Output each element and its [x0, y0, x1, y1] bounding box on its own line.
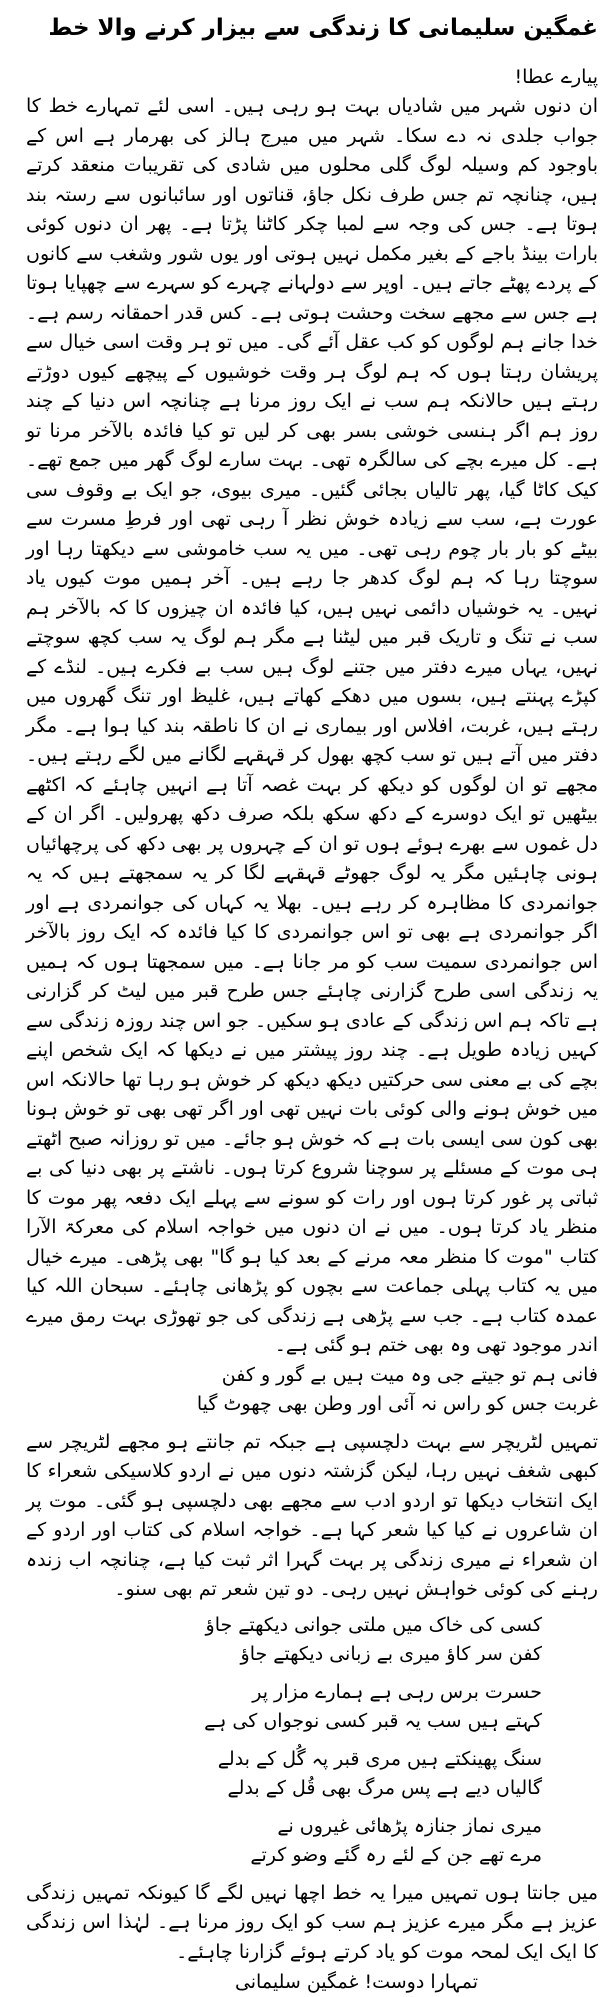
poem-verse: میری نماز جنازہ پڑھائی غیروں نے [277, 1814, 542, 1837]
poem-couplet [26, 1745, 542, 1804]
intro-couplet-line-1: فانی ہم تو جیتے جی وہ میت ہیں بے گور و کفن [221, 1363, 598, 1386]
poem-couplet [26, 1611, 542, 1670]
closing-paragraph: میں جانتا ہوں تمہیں میرا یہ خط اچھا نہیں لگے گا کیونکہ تمہیں زندگی عزیز ہے مگر میرے عزیز ہم سب کو ایک روز مرنا ہے۔ لہٰذا اس زندگی کا ایک ایک لمحہ موت کو یاد کرتے ہوئے گزارنا چاہئے۔ [26, 1881, 598, 1963]
letter-paragraph-two: تمہیں لٹریچر سے بہت دلچسپی ہے جبکہ تم جانتے ہو مجھے لٹریچر سے کبھی شغف نہیں رہا، لیکن گزشتہ دنوں میں نے اردو کلاسیکی شعراء کا ایک انتخاب دیکھا تو اردو ادب سے مجھے بھی دلچسپی ہو گئی۔ موت پر ان شاعروں نے کیا کیا شعر کہا ہے۔ خواجہ اسلام کی کتاب اور اردو کے ان شعراء نے میری زندگی پر بہت گہرا اثر ثبت کیا ہے، چنانچہ اب زندہ رہنے کی کوئی خواہش نہیں رہی۔ دو تین شعر تم بھی سنو۔ [26, 1430, 598, 1600]
poem-verse: کہتے ہیں سب یہ قبر کسی نوجواں کی ہے [204, 1710, 542, 1732]
salutation: پیارے عطا! [514, 66, 598, 88]
poem-block [26, 1611, 598, 1871]
poem-couplet [26, 1678, 542, 1737]
poem-couplet [26, 1812, 542, 1871]
column-title: غمگین سلیمانی کا زندگی سے بیزار کرنے والا خط [48, 15, 598, 41]
poem-verse: کسی کی خاک میں ملتی جوانی دیکھتے جاؤ [205, 1613, 542, 1636]
intro-couplet [26, 1361, 598, 1420]
poem-verse: گالیاں دیے ہے پس مرگ بھی قُل کے بدلے [227, 1777, 542, 1799]
intro-couplet-line-2: غربت جس کو راس نہ آئی اور وطن بھی چھوٹ گیا [196, 1393, 598, 1415]
poem-verse: کفن سر کاؤ میری بے زبانی دیکھتے جاؤ [240, 1643, 542, 1665]
signature: تمہارا دوست! غمگین سلیمانی [234, 1971, 478, 1993]
poem-verse: مرے تھے جن کے لئے رہ گئے وضو کرتے [250, 1844, 542, 1866]
poem-verse: سنگ پھینکتے ہیں مری قبر پہ گُل کے بدلے [217, 1747, 542, 1770]
letter-paragraph-one: ان دنوں شہر میں شادیاں بہت ہو رہی ہیں۔ اسی لئے تمہارے خط کا جواب جلدی نہ دے سکا۔ شہر میں میرج ہالز کی بھرمار ہے اس کے باوجود کم وسیلہ لوگ گلی محلوں میں شادی کی تقریبات منعقد کرتے ہیں، چنانچہ تم جس طرف نکل جاؤ، قناتوں اور سائبانوں سے رستہ بند ہوتا ہے۔ جس کی وجہ سے لمبا چکر کاٹنا پڑتا ہے۔ پھر ان دنوں کوئی بارات بینڈ باجے کے بغیر مکمل نہیں ہوتی اور یوں شور وشغب سے کانوں کے پردے پھٹے جاتے ہیں۔ اوپر سے دولہانے چہرے کو سہرے سے چھپایا ہوتا ہے جس سے مجھے سخت وحشت ہوتی ہے۔ کس قدر احمقانہ رسم ہے۔ خدا جانے ہم لوگوں کو کب عقل آئے گی۔ میں تو ہر وقت اسی خیال سے پریشان رہتا ہوں کہ ہم لوگ ہر وقت خوشیوں کے پیچھے کیوں دوڑتے رہتے ہیں حالانکہ ہم سب نے ایک روز مرنا ہے چنانچہ اس دنیا کے چند روز ہم اگر ہنسی خوشی بسر بھی کر لیں تو کیا فائدہ بالآخر مرنا تو ہے۔ کل میرے بچے کی سالگرہ تھی۔ بہت سارے لوگ گھر میں جمع تھے۔ کیک کاٹا گیا، پھر تالیاں بجائی گئیں۔ میری بیوی، جو ایک بے وقوف سی عورت ہے، سب سے زیادہ خوش نظر آ رہی تھی اور فرطِ مسرت سے بیٹے کو بار بار چوم رہی تھی۔ میں یہ سب خاموشی سے دیکھتا رہا اور سوچتا رہا کہ ہم لوگ کدھر جا رہے ہیں۔ آخر ہمیں موت کیوں یاد نہیں۔ یہ خوشیاں دائمی نہیں ہیں، کیا فائدہ ان چیزوں کا کہ بالآخر ہم سب نے تنگ و تاریک قبر میں لیٹنا ہے مگر ہم لوگ یہ سب کچھ سوچتے نہیں، یہاں میرے دفتر میں جتنے لوگ ہیں سب بے فکرے ہیں۔ لنڈے کے کپڑے پہنتے ہیں، بسوں میں دھکے کھاتے ہیں، غلیظ اور تنگ گھروں میں رہتے ہیں، غربت، افلاس اور بیماری نے ان کا ناطقہ بند کیا ہوا ہے۔ مگر دفتر میں آتے ہیں تو سب کچھ بھول کر قہقہے لگانے میں لگے رہتے ہیں۔ مجھے تو ان لوگوں کو دیکھ کر بہت غصہ آتا ہے انہیں چاہئے کہ اکٹھے بیٹھیں تو ایک دوسرے کے دکھ سکھ بلکہ صرف دکھ پھرولیں۔ اگر ان کے دل غموں سے بھرے ہوئے ہوں تو ان کے چہروں پر بھی دکھ کی پرچھائیاں ہونی چاہئیں مگر یہ لوگ جھوٹے قہقہے لگا کر یہ سمجھتے ہیں کہ یہ جوانمردی کا مظاہرہ کر رہے ہیں۔ بھلا یہ کہاں کی جوانمردی ہے اور اگر جوانمردی ہے بھی تو اس جوانمردی کا کیا فائدہ کہ ایک روز بالآخر اس جوانمردی سمیت سب کو مر جانا ہے۔ میں سمجھتا ہوں کہ ہمیں یہ زندگی اسی طرح گزارنی چاہئے جس طرح قبر میں لیٹ کر گزارنی ہے تاکہ ہم اس زندگی کے عادی ہو سکیں۔ جو اس چند روزہ زندگی سے کہیں زیادہ طویل ہے۔ چند روز پیشتر میں نے دیکھا کہ ایک شخص اپنے بچے کی بے معنی سی حرکتیں دیکھ دیکھ کر خوش ہو رہا تھا حالانکہ اس میں خوش ہونے والی کوئی بات نہیں تھی اور اگر تھی بھی تو خوش ہونا بھی کون سی ایسی بات ہے کہ خوش ہو جائے۔ میں تو روزانہ صبح اٹھتے ہی موت کے مسئلے پر سوچنا شروع کرتا ہوں۔ ناشتے پر بھی دنیا کی بے ثباتی پر غور کرتا ہوں اور رات کو سونے سے پہلے ایک دفعہ پھر موت کا منظر یاد کرتا ہوں۔ میں نے ان دنوں میں خواجہ اسلام کی معرکۃ الآرا کتاب "موت کا منظر معہ مرنے کے بعد کیا ہو گا" بھی پڑھی۔ میرے خیال میں یہ کتاب پہلی جماعت سے بچوں کو پڑھانی چاہئے۔ سبحان اللہ کیا عمدہ کتاب ہے۔ جب سے پڑھی ہے زندگی کی جو تھوڑی بہت رمق میرے اندر موجود تھی وہ بھی ختم ہو گئی ہے۔ [26, 95, 598, 1356]
poem-verse: حسرت برس رہی ہے ہمارے مزار پر [252, 1680, 542, 1703]
